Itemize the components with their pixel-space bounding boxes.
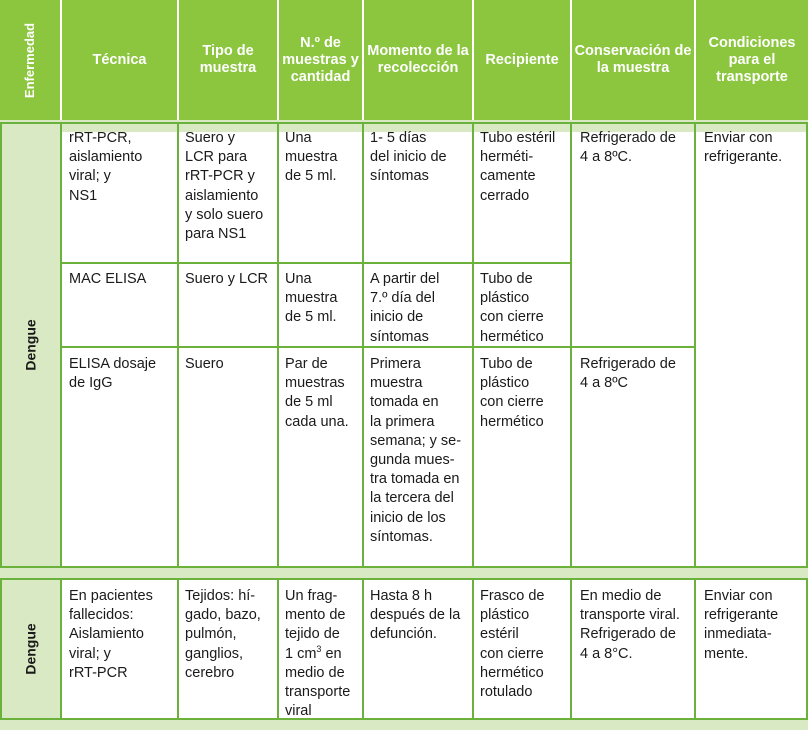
row1-moment: 1- 5 días del inicio de síntomas: [370, 130, 447, 185]
row3-sample-type: Suero: [185, 356, 224, 372]
section1-transport: Enviar con refrigerante.: [704, 130, 783, 166]
section2-technique: En pacientes fallecidos: Aislamiento viral; y rRT-PCR: [69, 588, 153, 681]
header-count: N.º de muestras y cantidad: [282, 34, 359, 85]
header-disease: Enfermedad: [22, 22, 38, 98]
row2-container: Tubo de plástico con cierre hermético: [480, 271, 544, 345]
row3-technique: ELISA dosaje de IgG: [69, 356, 157, 392]
section2-transport: Enviar con refrigerante inmediata- mente.: [704, 588, 779, 662]
header-technique: Técnica: [92, 51, 147, 68]
row3-moment: Primera muestra tomada en la primera semana; y se- gunda mues- tra tomada en la tercera del inicio de los síntomas.: [370, 356, 462, 545]
section2-sample-type: Tejidos: hí- gado, bazo, pulmón, ganglios, cerebro: [185, 588, 261, 681]
row1-sample-type: Suero y LCR para rRT-PCR y aislamiento y solo suero para NS1: [185, 130, 264, 243]
row2-count: Una muestra de 5 ml.: [285, 271, 338, 326]
row1-count: Una muestra de 5 ml.: [285, 130, 338, 185]
row1-technique: rRT-PCR, aislamiento viral; y NS1: [69, 130, 143, 204]
row3-count: Par de muestras de 5 ml cada una.: [285, 356, 349, 430]
header-container: Recipiente: [485, 51, 559, 68]
section2-count: Un frag- mento de tejido de 1 $cm^3$ en medio de transporte viral: [285, 588, 351, 720]
header-sample-type: Tipo de muestra: [199, 43, 257, 76]
section2-container: Frasco de plástico estéril con cierre hermético rotulado: [480, 588, 545, 701]
header-transport: Condiciones para el transporte: [708, 34, 796, 85]
section2-moment: Hasta 8 h después de la defunción.: [370, 588, 461, 643]
header-moment: Momento de la recolección: [367, 43, 469, 76]
row2-sample-type: Suero y LCR: [185, 271, 269, 287]
section2-disease: Dengue: [23, 623, 39, 675]
row3-conservation: Refrigerado de 4 a 8ºC: [580, 356, 676, 392]
row2-technique: MAC ELISA: [69, 271, 147, 287]
header-conservation: Conservación de la muestra: [574, 43, 692, 76]
row2-moment: A partir del 7.º día del inicio de síntomas: [370, 271, 440, 345]
row1-conservation: Refrigerado de 4 a 8ºC.: [580, 130, 676, 166]
section2-conservation: En medio de transporte viral. Refrigerado de 4 a 8°C.: [580, 588, 680, 662]
row1-container: Tubo estéril herméti- camente cerrado: [480, 130, 556, 204]
row3-container: Tubo de plástico con cierre hermético: [480, 356, 544, 430]
section1-disease: Dengue: [23, 319, 39, 371]
